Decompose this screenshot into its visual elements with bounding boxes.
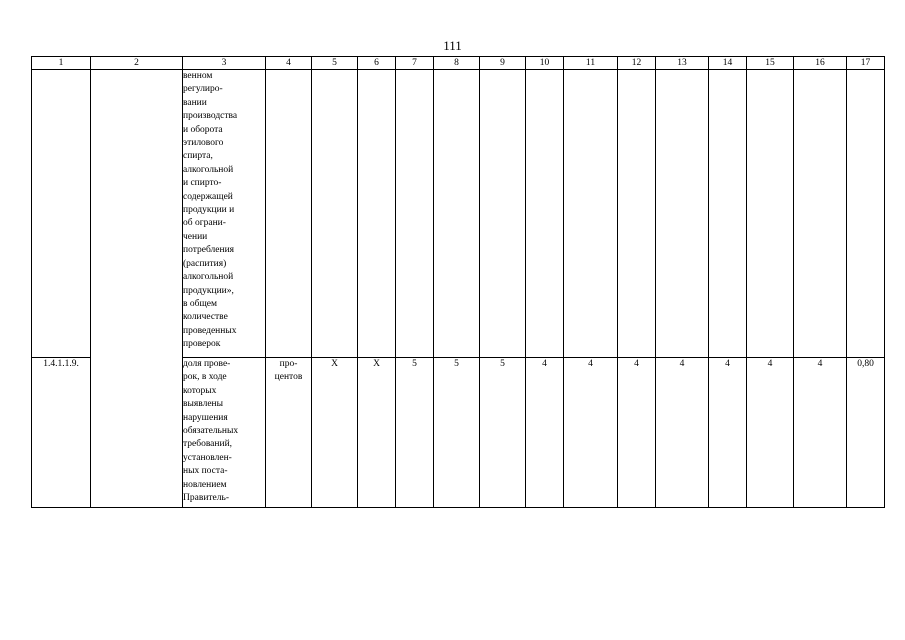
code-cell [32,70,91,358]
indicator-text-line: новлением [183,479,227,490]
value-cell: 5 [480,358,526,508]
indicator-text-cell [183,70,266,358]
value-cell: 4 [747,358,794,508]
indicator-text-line: этилового [183,138,224,149]
value-cell [358,70,396,358]
indicator-text-line: Правитель- [183,493,230,504]
indicator-text-line: алкогольной [183,272,234,283]
table-row [32,70,885,358]
indicator-text-line: выявлены [183,399,224,410]
header-cell: 8 [434,57,480,70]
header-cell: 14 [709,57,747,70]
indicator-text-line: алкогольной [183,164,234,175]
indicator-text-line: доля прове- [183,359,231,369]
header-cell: 7 [396,57,434,70]
value-cell [709,70,747,358]
page-number: 111 [443,38,462,53]
unit-text-line: центов [274,372,303,383]
indicator-text-line: требований, [183,439,233,450]
header-cell: 4 [266,57,312,70]
value-cell [480,70,526,358]
value-cell: 4 [564,358,618,508]
header-cell: 13 [656,57,709,70]
header-cell: 6 [358,57,396,70]
indicators-table [31,56,885,508]
header-cell: 1 [32,57,91,70]
value-cell: 4 [794,358,847,508]
value-cell [396,70,434,358]
table-header-row [32,57,885,70]
value-cell [656,70,709,358]
header-cell: 17 [847,57,885,70]
indicator-text-cell [183,358,266,508]
indicator-text-line: установлен- [183,452,232,463]
indicator-text-line: количестве [183,312,228,323]
value-cell: 4 [526,358,564,508]
header-cell: 9 [480,57,526,70]
header-cell: 3 [183,57,266,70]
unit-cell [266,358,312,508]
value-cell: Х [358,358,396,508]
indicator-text-line: и спирто- [183,178,222,189]
indicator-text-line: производства [183,111,238,122]
value-cell [526,70,564,358]
value-cell: 4 [618,358,656,508]
indicator-text-line: которых [183,385,217,396]
value-cell: Х [312,358,358,508]
value-cell [794,70,847,358]
indicator-text-line: содержащей [183,191,233,202]
indicator-text-line: проведенных [183,325,237,336]
indicator-text-line: нарушения [183,412,228,423]
indicator-text-line: чении [183,231,208,242]
indicator-text-line: потребления [183,245,235,256]
indicator-text-line: обязательных [183,426,239,437]
indicator-text-line: проверок [183,339,221,350]
header-cell: 5 [312,57,358,70]
value-cell [847,70,885,358]
unit-cell [266,70,312,358]
header-cell: 2 [91,57,183,70]
indicator-text-line: ных поста- [183,466,228,477]
value-cell [312,70,358,358]
indicator-text-line: венном [183,71,213,81]
indicator-text-line: об ограни- [183,218,226,229]
value-cell: 4 [656,358,709,508]
header-cell: 11 [564,57,618,70]
indicator-text-line: (распития) [183,258,227,269]
value-cell: 5 [396,358,434,508]
value-cell: 4 [709,358,747,508]
header-cell: 10 [526,57,564,70]
code-cell: 1.4.1.1.9. [32,358,91,508]
value-cell [618,70,656,358]
indicator-text-line: рок, в ходе [183,372,227,383]
indicator-text-line: продукции», [183,285,234,296]
indicator-text-line: продукции и [183,205,235,216]
indicator-text-line: вании [183,97,207,108]
indicator-text-line: в общем [183,298,217,309]
indicator-text-line: спирта, [183,151,213,162]
indicator-text-line: регулиро- [183,84,223,95]
value-cell: 5 [434,358,480,508]
header-cell: 15 [747,57,794,70]
header-cell: 12 [618,57,656,70]
indicator-text-line: и оборота [183,124,223,135]
value-cell [434,70,480,358]
value-cell: 0,80 [847,358,885,508]
header-cell: 16 [794,57,847,70]
value-cell [747,70,794,358]
unit-text-line: про- [279,359,298,369]
section-cell [91,70,183,508]
value-cell [564,70,618,358]
